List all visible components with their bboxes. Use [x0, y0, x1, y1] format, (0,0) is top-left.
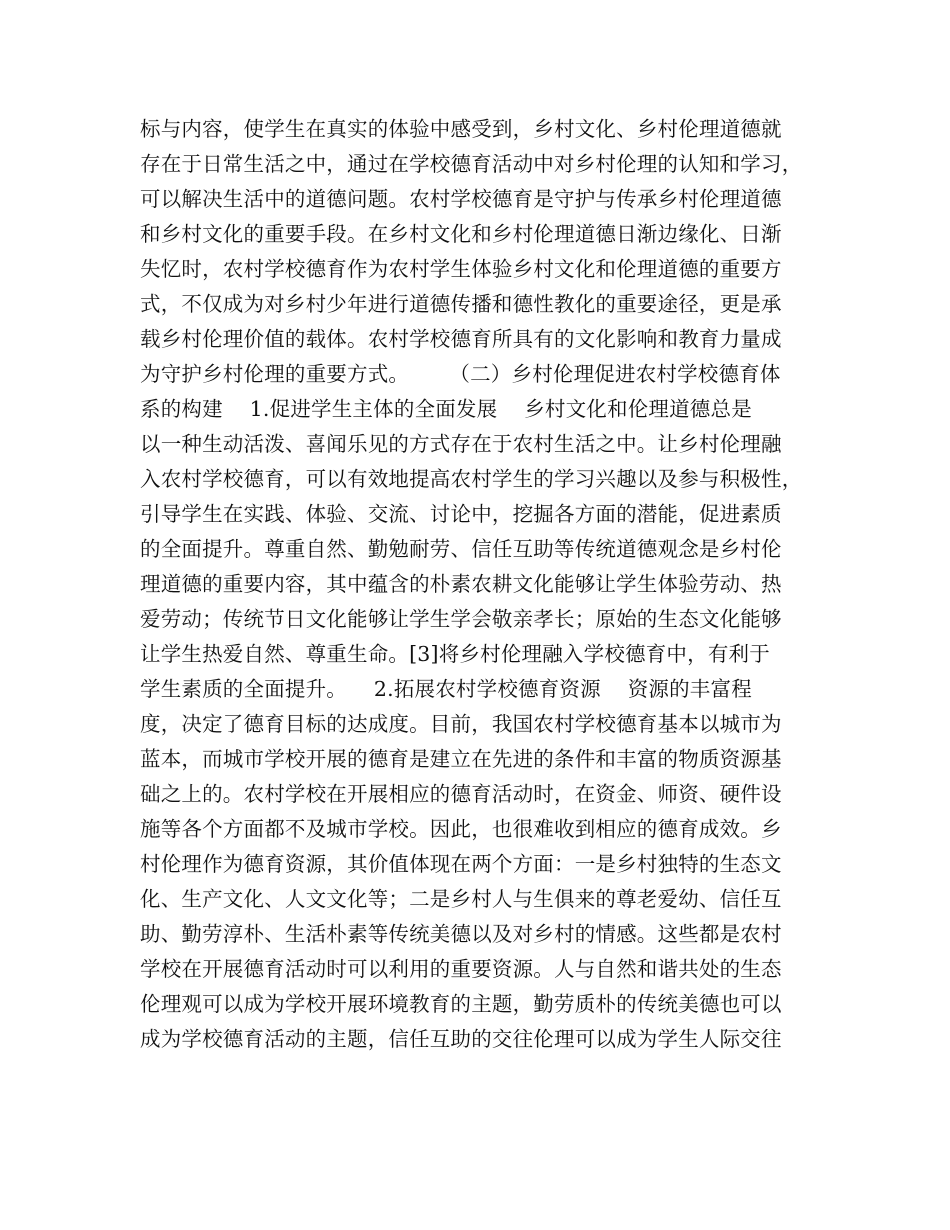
text-line: 入农村学校德育，可以有效地提高农村学生的学习兴趣以及参与积极性，	[140, 467, 803, 491]
text-line: 系的构建 1.促进学生主体的全面发展 乡村文化和伦理道德总是	[140, 397, 752, 421]
text-line: 载乡村伦理价值的载体。农村学校德育所具有的文化影响和教育力量成	[140, 327, 782, 351]
text-line: 引导学生在实践、体验、交流、讨论中，挖掘各方面的潜能，促进素质	[140, 502, 782, 526]
text-line: 助、勤劳淳朴、生活朴素等传统美德以及对乡村的情感。这些都是农村	[140, 922, 782, 946]
text-line: 可以解决生活中的道德问题。农村学校德育是守护与传承乡村伦理道德	[140, 187, 782, 211]
text-line: 失忆时，农村学校德育作为农村学生体验乡村文化和伦理道德的重要方	[140, 257, 782, 281]
body-text	[140, 112, 820, 1057]
text-line: 度，决定了德育目标的达成度。目前，我国农村学校德育基本以城市为	[140, 712, 782, 736]
text-line: 存在于日常生活之中，通过在学校德育活动中对乡村伦理的认知和学习，	[140, 152, 803, 176]
text-line: 式，不仅成为对乡村少年进行道德传播和德性教化的重要途径，更是承	[140, 292, 782, 316]
text-line: 村伦理作为德育资源，其价值体现在两个方面：一是乡村独特的生态文	[140, 852, 782, 876]
text-line: 标与内容，使学生在真实的体验中感受到，乡村文化、乡村伦理道德就	[140, 117, 782, 141]
text-line: 和乡村文化的重要手段。在乡村文化和乡村伦理道德日渐边缘化、日渐	[140, 222, 782, 246]
text-line: 以一种生动活泼、喜闻乐见的方式存在于农村生活之中。让乡村伦理融	[140, 432, 782, 456]
text-line: 学校在开展德育活动时可以利用的重要资源。人与自然和谐共处的生态	[140, 957, 782, 981]
text-line: 础之上的。农村学校在开展相应的德育活动时，在资金、师资、硬件设	[140, 782, 782, 806]
text-line: 让学生热爱自然、尊重生命。[3]将乡村伦理融入学校德育中，有利于	[140, 642, 770, 666]
text-line: 爱劳动；传统节日文化能够让学生学会敬亲孝长；原始的生态文化能够	[140, 607, 782, 631]
text-line: 伦理观可以成为学校开展环境教育的主题，勤劳质朴的传统美德也可以	[140, 992, 782, 1016]
text-line: 化、生产文化、人文文化等；二是乡村人与生俱来的尊老爱幼、信任互	[140, 887, 782, 911]
text-line: 的全面提升。尊重自然、勤勉耐劳、信任互助等传统道德观念是乡村伦	[140, 537, 782, 561]
text-line: 蓝本，而城市学校开展的德育是建立在先进的条件和丰富的物质资源基	[140, 747, 782, 771]
text-line: 成为学校德育活动的主题，信任互助的交往伦理可以成为学生人际交往	[140, 1027, 782, 1051]
text-line: 为守护乡村伦理的重要方式。 （二）乡村伦理促进农村学校德育体	[140, 362, 781, 386]
text-line: 理道德的重要内容，其中蕴含的朴素农耕文化能够让学生体验劳动、热	[140, 572, 782, 596]
text-line: 学生素质的全面提升。 2.拓展农村学校德育资源 资源的丰富程	[140, 677, 752, 701]
text-line: 施等各个方面都不及城市学校。因此，也很难收到相应的德育成效。乡	[140, 817, 782, 841]
